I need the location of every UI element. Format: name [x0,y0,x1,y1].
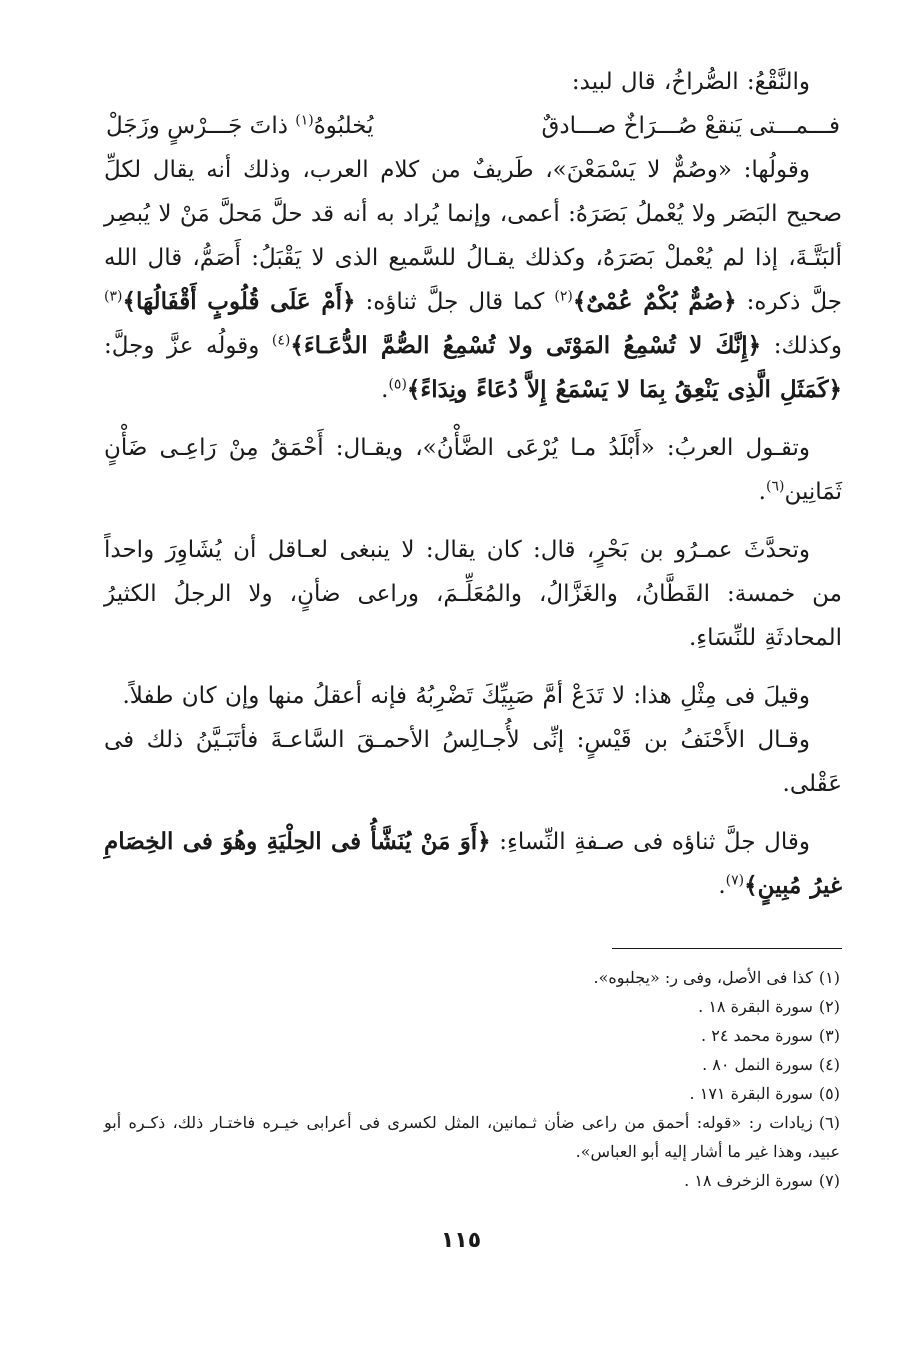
verse-first-hemistich: فـــمـــتى يَنقعْ صُـــرَاخٌ صـــادقٌ [541,113,840,139]
paragraph-amr-bin-bahr: وتحدَّثَ عمـرُو بن بَحْرٍ، قال: كان يقال: لا ينبغى لعـاقل أن يُشَاوِرَ واحداً من خمسة: القَطَّانُ، والغَزَّالُ، والمُعَلِّـمَ، وراعى ضأنٍ، ولا الرجلُ الكثيرُ المحادثَةِ للنِّسَاءِ. [104,537,842,651]
paragraph-text: وقولُها: «وصُمٌّ لا يَسْمَعْنَ»، طَريفٌ من كلام العرب، وذلك أنه يقال لكلِّ صحيح البَصَر ولا يُعْملُ بَصَرَهُ: أعمى، وإنما يُراد به أنه قد حلَّ مَحلَّ مَنْ لا يُبصِر ألبَتَّـةَ، إذا لم يُعْملْ بَصَرَهُ، وكذلك يقـالُ للسَّميع الذى لا يَقْبَلُ: أَصَمُّ، قال الله جلَّ ذكره: [104,157,842,315]
footnotes-list [104,963,842,1195]
footnote-ref-5: (٥) [388,376,407,393]
footnote-number: (٥) [818,1084,840,1103]
paragraph-intro: والنَّقْعُ: الصُّراخُ، قال لبيد: [571,69,810,95]
quran-quote: ﴿أَمْ عَلَى قُلُوبٍ أَقْفَالُهَا﴾ [122,288,356,315]
footnote [104,1079,842,1108]
verse-word: يُخلبُوهُ [313,113,374,139]
footnote-number: (١) [818,968,840,987]
footnote-number: (٧) [818,1171,840,1190]
paragraph-text: . [758,479,766,505]
footnote [104,1021,842,1050]
footnote-text: سورة الزخرف ١٨ . [684,1171,813,1190]
paragraph-saying: وقيلَ فى مِثْلِ هذا: لا تَدَعْ أمَّ صَبِيِّكَ تَضْرِبُهُ فإنه أعقلُ منها وإن كان طفلاً. [122,683,810,709]
paragraph-text: وكذلك: [761,333,842,359]
paragraph-text: وقولُه عزَّ وجلَّ: [104,333,272,359]
footnote-text: سورة البقرة ١٨ . [698,997,813,1016]
footnote [104,963,842,992]
paragraph-text: كما قال جلَّ ثناؤه: [355,289,555,315]
footnote-text: زيادات ر: «قوله: أحمق من راعى ضأن ثـمانين، المثل لكسرى فى أعرابى خيـره فاختـار ذلك، ذكـره أبو عبيد، وهذا غير ما أشار إليه أبو العباس». [104,1113,840,1161]
footnote-ref-1: (١) [295,112,314,129]
footnote-ref-7: (٧) [725,872,745,889]
quran-quote: ﴿أَوَ مَنْ يُنَشَّأُ فى الحِلْيَةِ وهُوَ فى الخِصَامِ غيرُ مُبِينٍ﴾ [104,828,842,899]
paragraph-women-verse [104,820,842,908]
page-number: ١١٥ [440,1228,482,1253]
footnote-divider [612,948,842,949]
footnote [104,1166,842,1195]
paragraph-arab-saying [104,426,842,514]
footnote-number: (٦) [818,1113,840,1132]
quran-quote: ﴿كَمَثَلِ الَّذِى يَنْعِقُ بِمَا لا يَسْمَعُ إِلاَّ دُعَاءً ونِدَاءً﴾ [406,376,842,403]
footnote-ref-6: (٦) [765,478,785,495]
footnote-number: (٤) [818,1055,840,1074]
footnote-text: سورة النمل ٨٠ . [702,1055,813,1074]
paragraph-text: . [718,873,726,899]
paragraph-text: . [381,377,389,403]
footnote [104,1050,842,1079]
footnote-ref-2: (٢) [554,288,573,305]
footnote-number: (٣) [818,1026,840,1045]
verse-word-end: ذاتَ جَـــرْسٍ وزَجَلْ [106,113,296,139]
poem-verse [106,104,840,148]
quran-quote: ﴿إِنَّكَ لا تُسْمِعُ المَوْتَى ولا تُسْمِعُ الصُّمَّ الدُّعَـاءَ﴾ [290,332,762,359]
footnote [104,1108,842,1166]
verse-second-hemistich [106,104,374,148]
footnote-text: كذا فى الأصل، وفى ر: «يجلبوه». [593,968,813,987]
footnote-number: (٢) [818,997,840,1016]
footnote-text: سورة محمد ٢٤ . [701,1026,813,1045]
footnote [104,992,842,1021]
paragraph-text: وتقـول العربُ: «أَبْلَدُ مـا يُرْعَى الضَّأْنُ»، ويقـال: أَحْمَقُ مِنْ رَاعِـى ضَأْنٍ ثَمَانِين [104,435,842,505]
paragraph-ahnaf: وقـال الأَحْنَفُ بن قَيْسٍ: إنِّى لأُجـالِسُ الأحمـقَ السَّاعـةَ فأتَبَـيَّنُ ذلك فى عَقْلى. [104,727,842,797]
footnote-text: سورة البقرة ١٧١ . [689,1084,813,1103]
paragraph-deaf-quotation [104,148,842,412]
paragraph-text: وقال جلَّ ثناؤه فى صـفةِ النِّساءِ: [490,829,810,855]
footnote-ref-4: (٤) [271,332,291,349]
quran-quote: ﴿صُمٌّ بُكْمٌ عُمْىٌ﴾ [572,288,737,315]
footnote-ref-3: (٣) [104,288,123,305]
